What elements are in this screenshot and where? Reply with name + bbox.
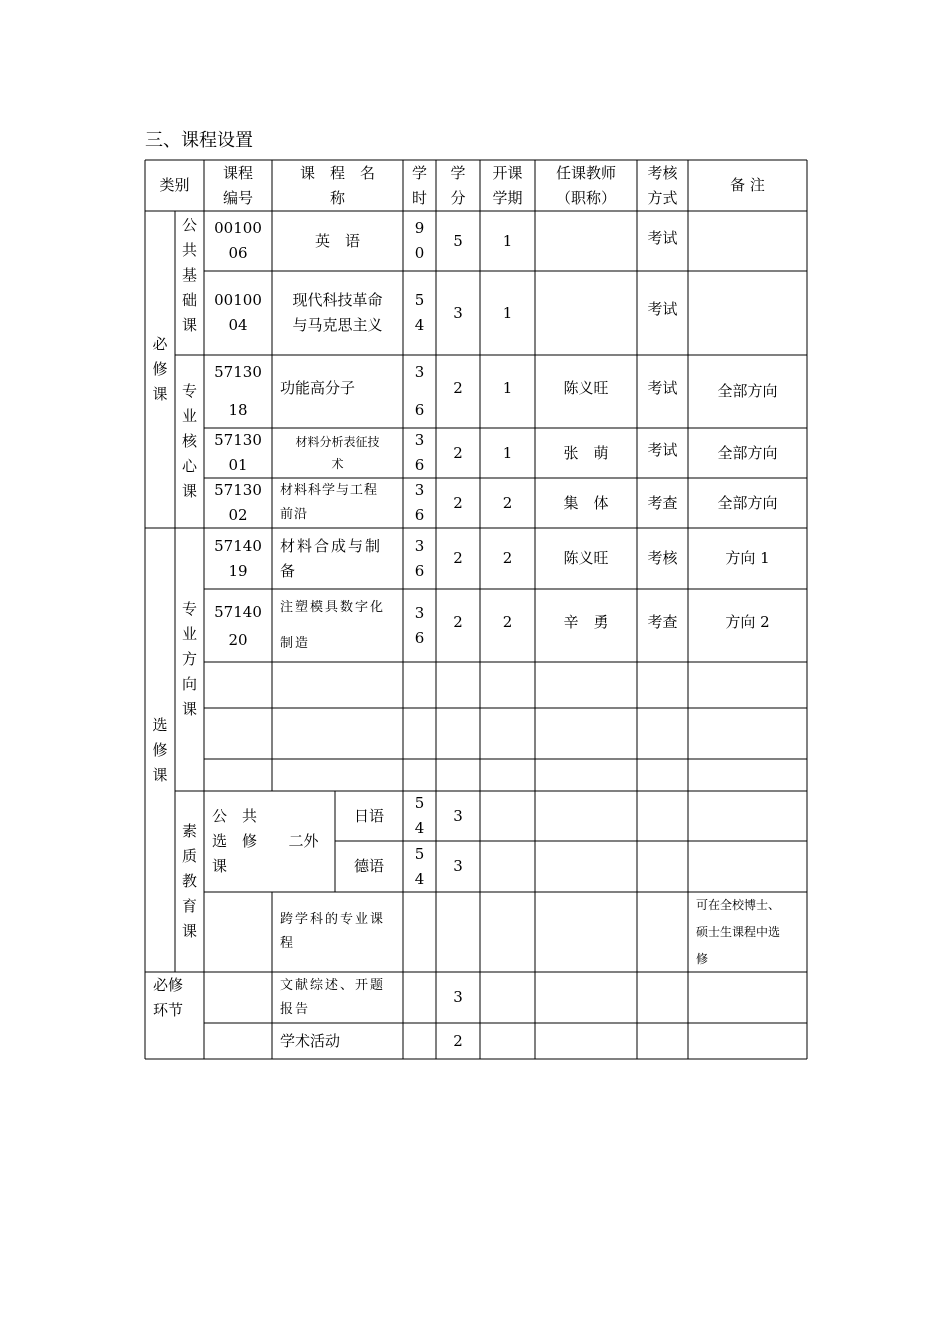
group-second-foreign: 二外: [288, 832, 319, 850]
table-row-name: 材料科学与工程 前沿: [280, 483, 379, 522]
table-row-teacher: 辛 勇: [563, 612, 609, 631]
group-direction: 专业方向课: [182, 600, 198, 718]
header-name: 课 程 名 称: [299, 163, 375, 207]
table-row-credits: 3: [453, 303, 463, 322]
table-row-hours: 3 6: [414, 536, 425, 580]
header-credits: 学 分: [450, 163, 466, 207]
table-row-exam: 考试: [647, 229, 678, 247]
header-teacher: 任课教师 （职称）: [555, 163, 616, 207]
table-row-exam: 考查: [647, 493, 678, 512]
table-row-remark: 全部方向: [717, 493, 778, 512]
table-row-credits: 2: [453, 612, 463, 631]
table-row-name: 功能高分子: [280, 378, 356, 397]
table-row-teacher: 张 萌: [563, 443, 609, 462]
table-row-remark: 方向 2: [725, 612, 770, 631]
table-row-teacher: 集 体: [563, 493, 609, 512]
group-public-basic: 公共基础课: [182, 216, 198, 334]
table-row-language: 日语: [353, 806, 384, 825]
table-row-credits: 2: [453, 378, 463, 397]
table-row-hours: 3 6: [414, 481, 425, 524]
header-category: 类别: [159, 176, 190, 194]
header-code: 课程 编号: [222, 163, 253, 207]
table-row-name: 现代科技革命 与马克思主义: [292, 291, 383, 334]
table-row-name: 英 语: [314, 231, 360, 250]
table-row-credits: 2: [453, 549, 463, 567]
header-hours: 学 时: [411, 163, 427, 207]
table-row-semester: 1: [502, 378, 513, 397]
table-row-exam: 考试: [647, 299, 678, 318]
header-remarks: 备 注: [730, 176, 765, 194]
table-row-credits: 2: [453, 443, 463, 462]
table-row-code: 00100 04: [214, 291, 262, 334]
table-row-hours: 5 4: [414, 844, 425, 888]
table-row-remark: 全部方向: [717, 443, 778, 462]
table-row-code: 57130 02: [214, 481, 262, 524]
table-row-code: 57140 19: [214, 536, 262, 580]
table-row-semester: 2: [502, 612, 513, 631]
table-row-exam: 考查: [647, 612, 678, 631]
table-row-language: 德语: [353, 857, 384, 875]
table-row-code: 57130 01: [214, 431, 262, 474]
table-row-credits: 2: [453, 493, 463, 512]
table-row-hours: 5 4: [414, 291, 425, 334]
group-required: 必修课: [152, 335, 168, 403]
table-row-exam: 考试: [647, 440, 678, 459]
table-row-remark: 全部方向: [717, 382, 778, 400]
table-row-credits: 3: [453, 806, 463, 825]
table-row-semester: 2: [502, 493, 513, 512]
table-row-code: 57130 18: [214, 363, 262, 419]
group-required-section: 必修 环节: [153, 975, 184, 1019]
table-row-name: 文献综述、开题 报告: [280, 977, 386, 1017]
group-elective: 选修课: [152, 715, 168, 784]
table-row-credits: 2: [453, 1031, 463, 1050]
table-row-hours: 9 0: [414, 219, 425, 262]
table-row-name: 材料合成与制 备: [280, 536, 383, 580]
header-semester: 开课 学期: [492, 163, 523, 207]
table-row-name: 材料分析表征技 术: [295, 435, 380, 471]
table-row-name: 注塑模具数字化 制造: [280, 599, 386, 651]
table-row-semester: 1: [502, 443, 513, 462]
table-row-code: 00100 06: [214, 219, 262, 262]
group-core: 专业核心课: [182, 382, 198, 500]
group-quality: 素质教育课: [182, 822, 198, 940]
header-exam: 考核 方式: [647, 163, 678, 207]
table-row-exam: 考核: [647, 549, 678, 567]
section-title: 三、课程设置: [145, 130, 253, 151]
table-row-hours: 3 6: [414, 431, 425, 474]
table-row-semester: 1: [502, 303, 513, 322]
table-row-credits: 3: [453, 857, 463, 875]
table-row-hours: 3 6: [414, 603, 425, 647]
table-row-teacher: 陈义旺: [563, 378, 609, 397]
table-row-name: 学术活动: [280, 1031, 341, 1050]
table-row-credits: 5: [453, 231, 463, 250]
table-row-remark: 方向 1: [725, 549, 770, 567]
table-row-exam: 考试: [647, 378, 678, 397]
table-row-teacher: 陈义旺: [563, 549, 609, 567]
group-public-elective: 公 共 选 修 课: [212, 807, 258, 875]
table-row-semester: 2: [502, 549, 513, 567]
table-row-hours: 5 4: [414, 794, 425, 837]
table-row-credits: 3: [453, 988, 463, 1006]
table-row-semester: 1: [502, 231, 513, 250]
table-row-hours: 3 6: [414, 363, 425, 419]
table-row-remark: 可在全校博士、 硕士生课程中选 修: [696, 897, 781, 966]
table-row-name: 跨学科的专业课 程: [280, 912, 386, 951]
table-row-code: 57140 20: [214, 602, 262, 649]
